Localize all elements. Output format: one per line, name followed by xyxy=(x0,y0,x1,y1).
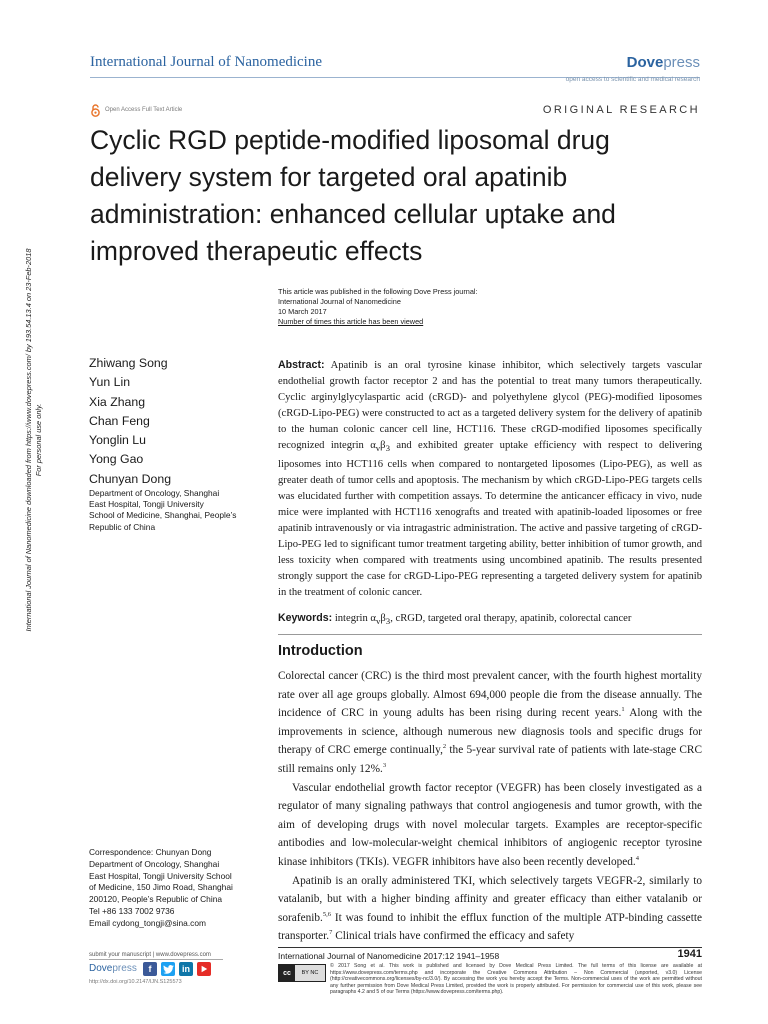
introduction-heading: Introduction xyxy=(278,643,363,659)
author-name: Chan Feng xyxy=(89,413,150,428)
pub-info-date: 10 March 2017 xyxy=(278,307,327,316)
intro-paragraph xyxy=(278,872,702,946)
intro-text: Vascular endothelial growth factor receptor (VEGFR) has been closely investigated as a regulator of many signaling pathways that control angiogenesis and tumor growth, with the aim of developing drugs with novel molecular targets. Examples are receptor-specific antibodies and low-molecular-weight chemical inhibitors of angiogenic receptor tyrosine kinase inhibitors (TKIs). VEGFR inhibitors have also been recently developed. xyxy=(278,781,702,868)
correspondence-phone: Tel +86 133 7002 9736 xyxy=(89,905,175,916)
facebook-icon[interactable]: f xyxy=(143,962,157,976)
author-affiliation xyxy=(89,488,269,533)
brand-light: press xyxy=(663,54,700,71)
keywords-label: Keywords: xyxy=(278,612,333,624)
pub-info-line: This article was published in the following Dove Press journal: xyxy=(278,287,478,296)
intro-text: Apatinib is an orally administered TKI, which selectively targets VEGFR-2, similarly to vatalanib, but with a higher binding affinity and greater efficacy than either vatalanib or sorafenib. xyxy=(278,874,702,924)
correspondence-email[interactable]: Email cydong_tongji@sina.com xyxy=(89,917,206,928)
footer-brand-light: press xyxy=(112,963,137,974)
intro-paragraph xyxy=(278,779,702,872)
page-number: 1941 xyxy=(677,948,702,960)
intro-text: the 5-year survival rate of patients with late-stage CRC still remains only 12%. xyxy=(278,744,702,775)
keywords-text: integrin α xyxy=(332,613,376,624)
abstract-subscript: 3 xyxy=(385,443,390,454)
affiliation-line: School of Medicine, Shanghai, People’s xyxy=(89,510,237,521)
keywords-text: , cRGD, targeted oral therapy, apatinib, colorectal cancer xyxy=(390,613,632,624)
linkedin-icon[interactable]: in xyxy=(179,962,193,976)
views-link[interactable]: Number of times this article has been viewed xyxy=(278,317,424,326)
correspondence-line: 200120, People’s Republic of China xyxy=(89,894,223,905)
author-name: Yun Lin xyxy=(89,375,131,390)
intro-paragraph xyxy=(278,667,702,779)
keywords xyxy=(278,611,702,629)
author-name: Xia Zhang xyxy=(89,394,146,409)
brand-tagline: open access to scientific and medical research xyxy=(565,76,700,83)
keywords-subscript: v xyxy=(375,616,381,627)
affiliation-line: East Hospital, Tongji University xyxy=(89,499,204,510)
twitter-bird-glyph xyxy=(163,965,174,974)
author-name: Zhiwang Song xyxy=(89,356,168,370)
footer-divider xyxy=(278,947,702,948)
open-access-row xyxy=(90,103,182,117)
keywords-divider xyxy=(278,634,702,635)
footer-brand-bold: Dove xyxy=(89,963,113,974)
author-list xyxy=(89,354,171,489)
correspondence-line: East Hospital, Tongji University School xyxy=(89,870,232,881)
abstract xyxy=(278,357,702,602)
license-block xyxy=(278,963,702,996)
abstract-subscript: v xyxy=(375,443,381,454)
youtube-icon[interactable] xyxy=(197,962,211,976)
affiliation-line: Republic of China xyxy=(89,521,156,532)
open-access-lock-icon xyxy=(90,104,101,117)
citation-ref[interactable]: 5,6 xyxy=(322,910,331,918)
download-notice-line: International Journal of Nanomedicine downloaded from https://www.dovepress.com/ by 193.54.13.4 on 23-Feb-2018 xyxy=(24,248,33,632)
footer-dovepress-logo[interactable] xyxy=(89,963,137,974)
correspondence-line: Correspondence: Chunyan Dong xyxy=(89,847,212,857)
pub-info-journal: International Journal of Nanomedicine xyxy=(278,297,401,306)
correspondence-line: Department of Oncology, Shanghai xyxy=(89,858,220,869)
footer-citation: International Journal of Nanomedicine 2017:12 1941–1958 xyxy=(278,951,500,961)
twitter-icon[interactable] xyxy=(161,962,175,976)
intro-text: It was found to inhibit the efflux function of the multiple ATP-binding cassette transporter. xyxy=(278,911,702,943)
open-access-label: Open Access Full Text Article xyxy=(105,107,183,113)
article-title: Cyclic RGD peptide-modified liposomal drug delivery system for targeted oral apatinib administration: enhanced cellular uptake and improved therapeutic effects xyxy=(90,125,616,266)
submit-manuscript-link[interactable]: submit your manuscript | www.dovepress.com xyxy=(89,952,211,958)
keywords-subscript: 3 xyxy=(385,616,391,627)
correspondence xyxy=(89,847,271,930)
cc-license-type: BY NC xyxy=(295,965,325,981)
license-text: © 2017 Song et al. This work is published and licensed by Dove Medical Press Limited. The full terms of this license are available at https://www.dovepress.com/terms.php and incorporate the Creative Commons Attribution – Non Commercial (unported, v3.0) License (http://creativecommons.org/licenses/by-nc/3.0/). By accessing the work you hereby accept the Terms. Non-commercial uses of the work are permitted without any further permission from Dove Medical Press Limited, provided the work is properly attributed. For permission for commercial use of this work, please see paragraphs 4.2 and 5 of our Terms (https://www.dovepress.com/terms.php). xyxy=(330,963,702,996)
abstract-label: Abstract: xyxy=(278,359,325,371)
publication-info xyxy=(278,287,478,327)
intro-text: Along with the improvements in science, although numerous new diagnosis tools and specific drugs for therapy of CRC emerge continually, xyxy=(278,707,702,757)
keywords-text: β xyxy=(380,613,386,624)
abstract-text: β xyxy=(380,440,386,452)
author-name: Yonglin Lu xyxy=(89,433,146,448)
abstract-text: Apatinib is an oral tyrosine kinase inhibitor, which selectively targets vascular endothelial growth factor receptor 2 and has the potential to treat many tumors therapeutically. Cyclic arginylglycylaspartic acid (cRGD)- and polyethylene glycol (PEG)-modified liposomes (cRGD-Lipo-PEG) were constructed to act as a targeted delivery system for the delivery of apatinib to the human colonic cancer cell line, HCT116. These cRGD-modified liposomes specifically recognized integrin α xyxy=(278,360,702,452)
citation-ref[interactable]: 4 xyxy=(635,855,640,863)
article-type: ORIGINAL RESEARCH xyxy=(542,104,700,116)
brand-bold: Dove xyxy=(626,54,664,71)
creative-commons-badge[interactable] xyxy=(278,964,326,982)
download-notice xyxy=(14,180,54,700)
abstract-text: and exhibited greater uptake efficiency with respect to delivering liposomes into HCT116 cells when compared to nontargeted liposomes (Lipo-PEG), as well as greater death of tumor cells and apoptosis. The mechanism by which cRGD-Lipo-PEG targets cells was elucidated further with competition assays. To determine the anticancer efficacy in vivo, nude mice were implanted with HCT116 xenografts and treated with apatinib-loaded liposomes or free apatinib intravenously or via intragastric administration. The active and passive targeting of cRGD-Lipo-PEG led to significant tumor treatment targeting ability, better inhibition of tumor growth, and less toxicity when compared with treatments using uncombined apatinib. The results presented strongly support the case for cRGD-Lipo-PEG representing a targeted delivery system for apatinib in the treatment of colonic cancer. xyxy=(278,440,702,599)
correspondence-line: of Medicine, 150 Jimo Road, Shanghai xyxy=(89,882,233,893)
social-links xyxy=(143,962,211,976)
citation-ref[interactable]: 2 xyxy=(442,743,447,751)
youtube-play-glyph xyxy=(200,965,208,973)
dovepress-logo[interactable] xyxy=(627,54,700,71)
affiliation-line: Department of Oncology, Shanghai xyxy=(89,488,220,498)
citation-ref[interactable]: 3 xyxy=(382,762,387,770)
citation-ref[interactable]: 7 xyxy=(329,929,333,937)
author-name: Yong Gao xyxy=(89,452,144,467)
doi-link[interactable]: http://dx.doi.org/10.2147/IJN.S125573 xyxy=(89,979,182,985)
personal-use-notice: For personal use only. xyxy=(34,403,43,477)
intro-text: Clinical trials have confirmed the efficacy and safety xyxy=(332,930,575,943)
intro-text: Colorectal cancer (CRC) is the third most prevalent cancer, with the fourth highest mortality rate over all age groups globally. Almost 694,000 people die from the disease annually. The incidence of CRC in young adults has been rising during recent years. xyxy=(278,670,702,720)
introduction-body xyxy=(278,667,702,946)
journal-title[interactable]: International Journal of Nanomedicine xyxy=(90,54,323,70)
citation-ref[interactable]: 1 xyxy=(621,706,625,714)
footer-left-divider xyxy=(89,959,223,960)
cc-icon: cc xyxy=(279,965,295,981)
author-name: Chunyan Dong xyxy=(89,471,172,486)
